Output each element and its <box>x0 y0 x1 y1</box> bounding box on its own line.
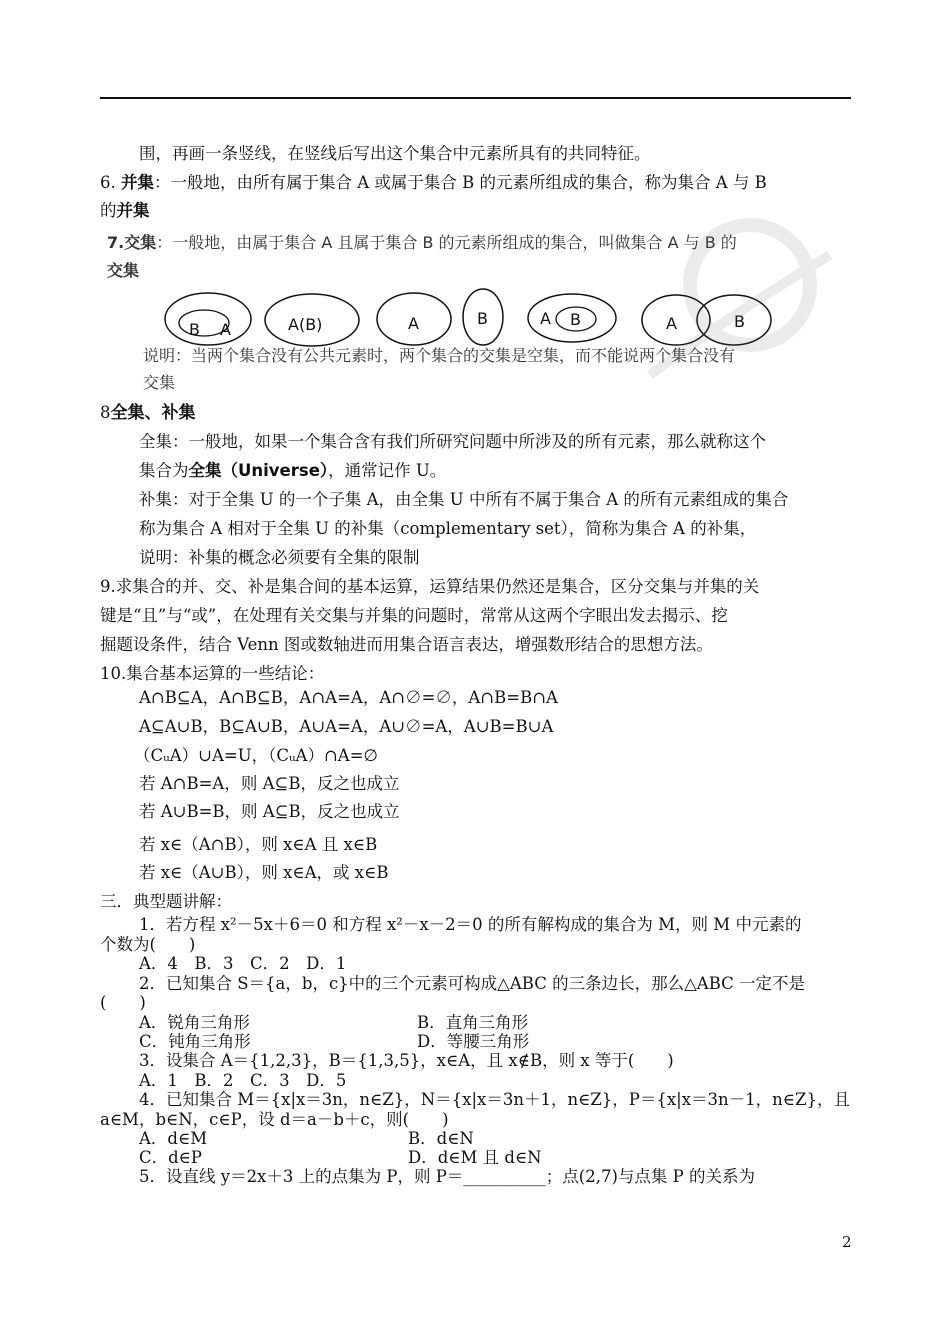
venn-label: A <box>220 320 231 339</box>
venn-label: A <box>666 314 677 333</box>
watermark-logo <box>630 215 840 395</box>
venn-b-subset-a <box>165 293 251 345</box>
question-4-line-2: a∈M，b∈N，c∈P，设 d＝a－b＋c，则( ) <box>100 1110 449 1129</box>
venn-label: B <box>734 312 745 331</box>
section-9-line: 9.求集合的并、交、补是集合间的基本运算，运算结果仍然还是集合，区分交集与并集的关 <box>100 577 760 596</box>
universal-set-line-1: 全集：一般地，如果一个集合含有我们所研究问题中所涉及的所有元素，那么就称这个 <box>139 432 766 451</box>
option: A．锐角三角形 <box>139 1013 250 1032</box>
venn-a-equals-b <box>265 294 359 346</box>
term-intersection: 交集 <box>107 261 140 280</box>
note-line: 说明：当两个集合没有公共元素时，两个集合的交集是空集，而不能说两个集合没有 <box>143 346 736 365</box>
option: D．d∈M 且 d∈N <box>408 1148 542 1167</box>
complement-note: 说明：补集的概念必须要有全集的限制 <box>139 548 420 567</box>
section-6-line-1 <box>100 172 767 194</box>
complement-line-2: 称为集合 A 相对于全集 U 的补集（complementary set），简称为集合 A 的补集， <box>139 519 757 538</box>
definition-text: ：一般地，由所有属于集合 A 或属于集合 B 的元素所组成的集合，称为集合 A 与 B <box>154 173 767 192</box>
section-number: 7. <box>107 233 125 252</box>
venn-label: B <box>189 320 200 339</box>
section-6-line-2 <box>100 200 150 222</box>
venn-label: A <box>540 309 551 328</box>
venn-label: B <box>570 310 581 329</box>
option: C．钝角三角形 <box>139 1032 251 1051</box>
result-line: 若 x∈（A∩B），则 x∈A 且 x∈B <box>139 835 378 854</box>
definition-text: ：一般地，由属于集合 A 且属于集合 B 的元素所组成的集合，叫做集合 A 与 B 的 <box>156 233 737 252</box>
question-4-line-1: 4．已知集合 M＝{x|x＝3n，n∈Z}，N＝{x|x＝3n＋1，n∈Z}，P＝{x|x＝3n－1，n∈Z}，且 <box>139 1090 850 1109</box>
section-9-line: 掘题设条件，结合 Venn 图或数轴进而用集合语言表达，增强数形结合的思想方法。 <box>100 635 713 654</box>
result-line: （CᵤA）∪A=U，（CᵤA）∩A=∅ <box>134 746 378 765</box>
venn-label: A(B) <box>288 315 323 334</box>
venn-a-subset-b <box>528 294 616 342</box>
section-10-title: 10.集合基本运算的一些结论： <box>100 664 325 683</box>
section-number: 6. <box>100 173 116 192</box>
paragraph-line: 围，再画一条竖线，在竖线后写出这个集合中元素所具有的共同特征。 <box>139 144 651 163</box>
result-line: 若 A∪B=B，则 A⊆B，反之也成立 <box>139 802 400 821</box>
result-line: A⊆A∪B，B⊆A∪B，A∪A=A，A∪∅=A，A∪B=B∪A <box>139 717 554 736</box>
header-rule <box>100 97 851 99</box>
section-title: 全集、补集 <box>110 403 196 423</box>
term-intersection: 交集 <box>124 233 157 252</box>
question-2-line-2: ( ) <box>100 993 146 1012</box>
complement-line-1: 补集：对于全集 U 的一个子集 A，由全集 U 中所有不属于集合 A 的所有元素组成的集合 <box>139 490 789 509</box>
question-1-options: A．4 B．3 C．2 D．1 <box>139 954 347 973</box>
definition-text: 的 <box>100 201 117 220</box>
question-1-line-2: 个数为( ) <box>100 935 196 954</box>
venn-disjoint <box>377 289 503 345</box>
term-universe: 全集（Universe） <box>188 461 329 480</box>
note-line: 交集 <box>143 373 176 392</box>
option: B．d∈N <box>408 1129 474 1148</box>
result-line: A∩B⊆A，A∩B⊆B，A∩A=A，A∩∅=∅，A∩B=B∩A <box>139 688 558 707</box>
definition-text: ，通常记作 U。 <box>328 461 447 480</box>
option: C．d∈P <box>139 1148 203 1167</box>
question-1-line-1: 1．若方程 x²－5x＋6＝0 和方程 x²－x－2＝0 的所有解构成的集合为 M，则 M 中元素的 <box>139 915 802 934</box>
section-9-line: 键是“且”与“或”，在处理有关交集与并集的问题时，常常从这两个字眼出发去揭示、挖 <box>100 606 728 625</box>
venn-label: B <box>477 309 488 328</box>
question-3-line-1: 3．设集合 A＝{1,2,3}，B＝{1,3,5}，x∈A，且 x∉B，则 x 等于( ) <box>139 1051 674 1070</box>
question-2-line-1: 2．已知集合 S＝{a，b，c}中的三个元素可构成△ABC 的三条边长，那么△ABC 一定不是 <box>139 974 805 993</box>
option: A．d∈M <box>139 1129 208 1148</box>
universal-set-line-2 <box>139 460 446 482</box>
section-number: 8 <box>100 403 111 422</box>
question-3-options: A．1 B．2 C．3 D．5 <box>139 1071 347 1090</box>
result-line: 若 A∩B=A，则 A⊆B，反之也成立 <box>139 774 400 793</box>
option: B．直角三角形 <box>417 1013 529 1032</box>
term-union: 并集 <box>121 173 154 192</box>
page-number: 2 <box>842 1233 852 1251</box>
question-5-line-1: 5．设直线 y＝2x＋3 上的点集为 P，则 P＝__________；点(2,7)与点集 P 的关系为 <box>139 1167 756 1186</box>
term-union: 并集 <box>116 201 150 220</box>
venn-label: A <box>408 314 419 333</box>
option: D．等腰三角形 <box>417 1032 530 1051</box>
section-3-title: 三．典型题讲解： <box>100 892 232 911</box>
definition-text: 集合为 <box>139 461 189 480</box>
result-line: 若 x∈（A∪B），则 x∈A，或 x∈B <box>139 863 389 882</box>
section-8-title <box>100 402 196 424</box>
